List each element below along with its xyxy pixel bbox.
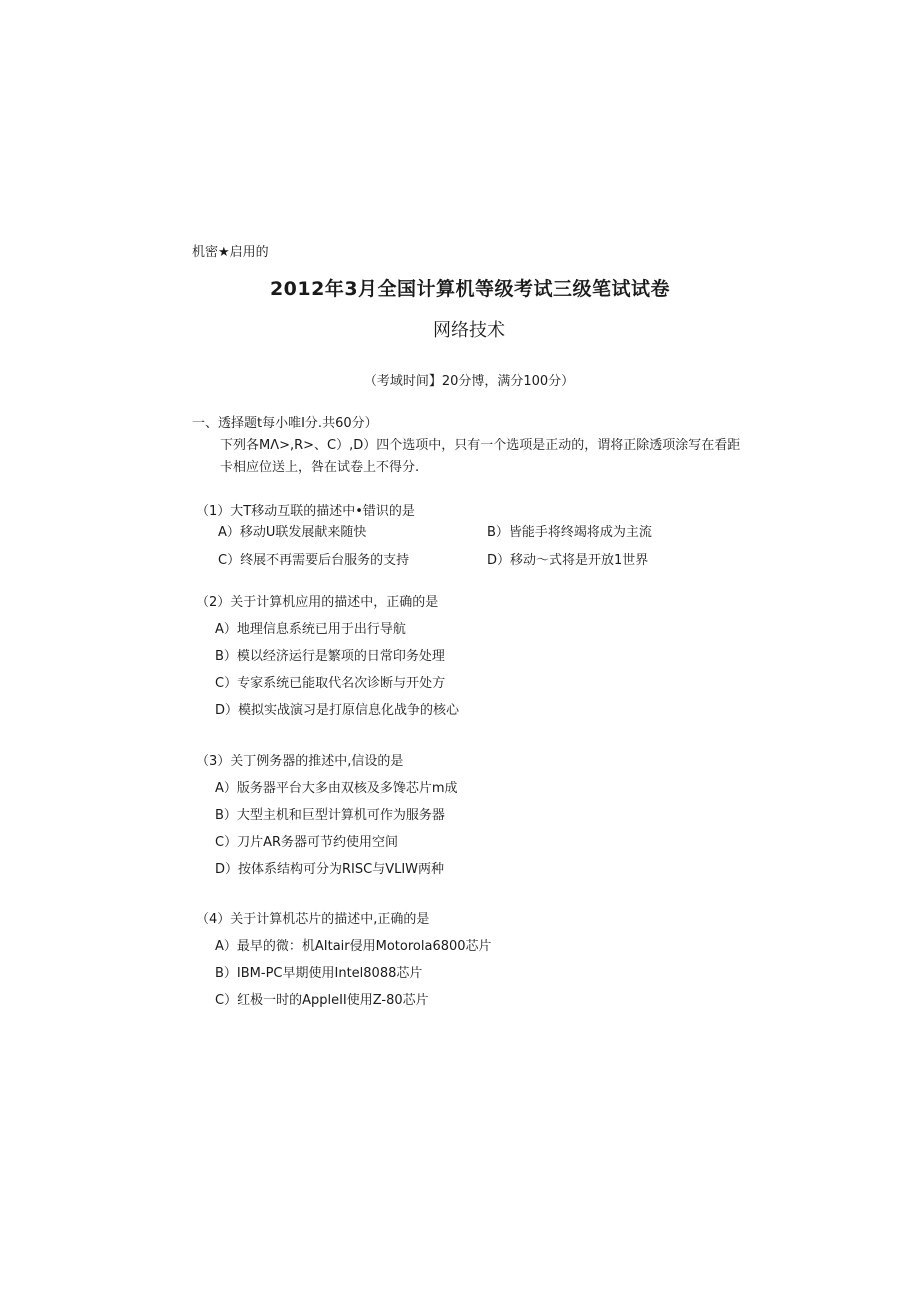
- question-stem: （2）关于计算机应用的描述中，正确的是: [196, 595, 439, 610]
- confidential-label: 机密★启用的: [192, 245, 269, 260]
- section-instruction-line1: 下列各MΛ>,R>、C）,D）四个选项中，只有一个选项是正动的，谓将正除透项涂写在看距: [220, 438, 741, 453]
- option-b: B）模以经济运行是繁项的日常印务处理: [215, 649, 445, 664]
- option-d: D）模拟实战演习是打原信息化战争的核心: [215, 703, 460, 718]
- option-a: A）版务器平台大多由双核及多馋芯片m成: [215, 781, 458, 796]
- option-a: A）地理信息系统已用于出行导航: [215, 622, 406, 637]
- question-stem: （4）关于计算机芯片的描述中,正确的是: [196, 912, 430, 927]
- question-stem: （3）关丁例务器的推述中,信设的是: [196, 754, 404, 769]
- option-c: C）刀片AR务器可节约使用空间: [215, 835, 399, 850]
- question-stem: （1）大T移动互联的描述中•错识的是: [196, 504, 415, 519]
- option-a: A）移动U联发展献来随快: [218, 525, 367, 540]
- section-instruction-line2: 卡相应位送上，咎在试卷上不得分.: [220, 460, 420, 475]
- exam-subtitle: 网络技术: [433, 320, 505, 341]
- exam-time-note: （考域时间】20分博，满分100分）: [363, 374, 575, 389]
- option-a: A）最早的微：机AItair侵用Motorola6800芯片: [215, 939, 492, 954]
- option-b: B）大型主机和巨型计算机可作为服务器: [215, 808, 445, 823]
- option-b: B）IBM-PC早期使用Intel8088芯片: [215, 966, 423, 981]
- option-c: C）红极一时的AppleII使用Z-80芯片: [215, 993, 429, 1008]
- option-b: B）皆能手将终竭将成为主流: [487, 525, 652, 540]
- option-d: D）按体系结构可分为RISC与VLIW两种: [215, 862, 445, 877]
- option-c: C）终展不再需要后台服务的支持: [218, 553, 410, 568]
- exam-title: 2012年3月全国计算机等级考试三级笔试试卷: [269, 278, 671, 300]
- option-d: D）移动〜式将是开放1世界: [487, 553, 649, 568]
- option-c: C）专家系统已能取代名次诊断与开处方: [215, 676, 446, 691]
- section-heading: 一、透择题t每小唯I分.共60分）: [192, 416, 378, 431]
